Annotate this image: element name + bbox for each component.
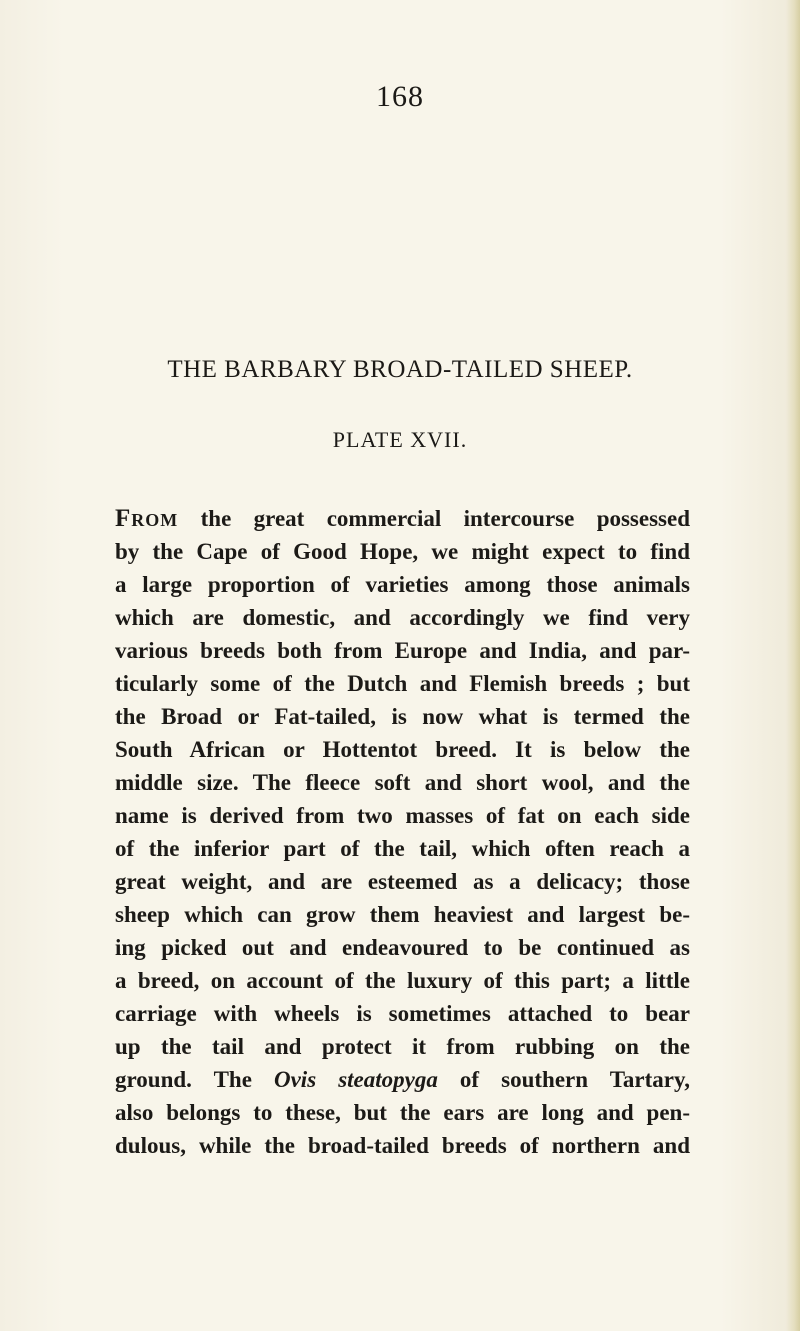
text-line: up the tail and protect it from rubbing on the: [115, 1034, 690, 1059]
text-line: dulous, while the broad-tailed breeds of northern and: [115, 1133, 690, 1158]
text-line: which are domestic, and accordingly we find very: [115, 605, 690, 630]
text-segment: ground. The: [115, 1067, 274, 1092]
text-line: ing picked out and endeavoured to be continued as: [115, 935, 690, 960]
text-line: a breed, on account of the luxury of this part; a little: [115, 968, 690, 993]
text-line: ticularly some of the Dutch and Flemish breeds ; but: [115, 671, 690, 696]
opening-word: From: [115, 505, 179, 532]
species-name: Ovis steatopyga: [273, 1067, 438, 1092]
page-number: 168: [376, 80, 424, 113]
text-line: also belongs to these, but the ears are long and pen-: [115, 1100, 690, 1125]
text-line: [115, 502, 690, 535]
text-line: South African or Hottentot breed. It is below the: [115, 737, 690, 762]
text-line: great weight, and are esteemed as a delicacy; those: [115, 869, 690, 894]
text-line: sheep which can grow them heaviest and largest be-: [115, 902, 690, 927]
text-line: carriage with wheels is sometimes attached to bear: [115, 1001, 690, 1026]
text-segment: of southern Tartary,: [437, 1067, 690, 1092]
page-edge-shadow: [786, 0, 800, 1331]
text-line-rest: the great commercial intercourse possessed: [178, 506, 690, 531]
text-line: middle size. The fleece soft and short wool, and the: [115, 770, 690, 795]
text-line: name is derived from two masses of fat on each side: [115, 803, 690, 828]
section-title: THE BARBARY BROAD-TAILED SHEEP.: [167, 356, 633, 383]
text-line: by the Cape of Good Hope, we might expect to find: [115, 539, 690, 564]
text-line: the Broad or Fat-tailed, is now what is termed the: [115, 704, 690, 729]
text-line: various breeds both from Europe and India, and par-: [115, 638, 690, 663]
body-paragraph: [115, 502, 690, 1162]
plate-label: PLATE XVII.: [332, 427, 468, 452]
text-line: of the inferior part of the tail, which often reach a: [115, 836, 690, 861]
text-line: a large proportion of varieties among those animals: [115, 572, 690, 597]
text-line: [115, 1063, 690, 1096]
